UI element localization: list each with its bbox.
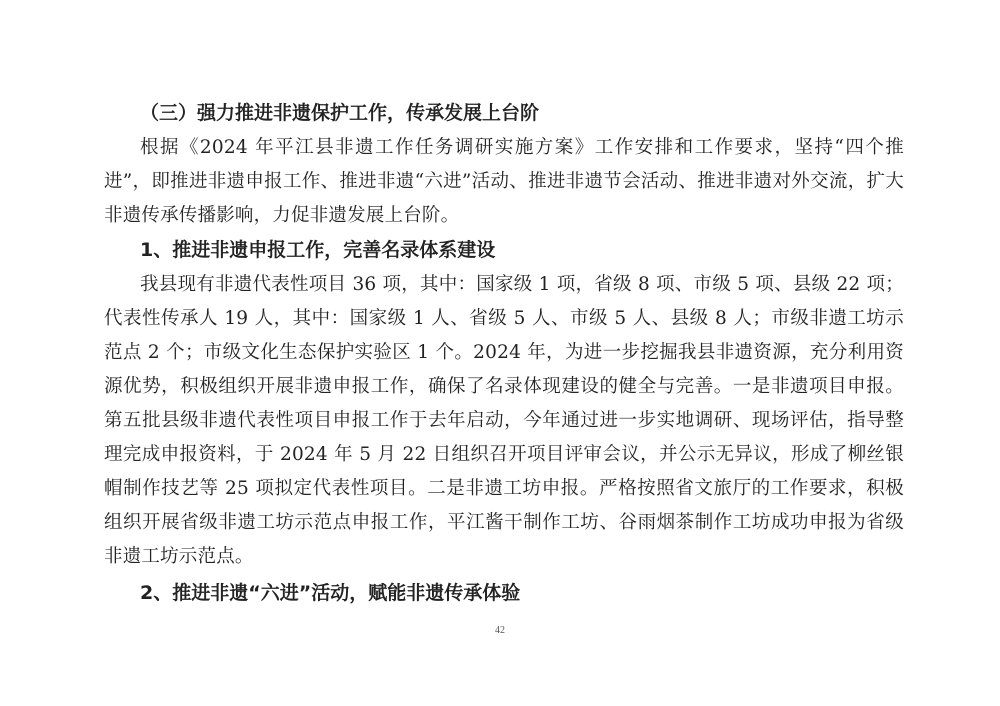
body-paragraph: 我县现有非遗代表性项目 36 项，其中：国家级 1 项，省级 8 项、市级 5 项、县级 22 项；代表性传承人 19 人，其中：国家级 1 人、省级 5 人、市级 5 人、县级 8 人；市级非遗工坊示范点 2 个；市级文化生态保护实验区 1 个。2024 年，为进一步挖掘我县非遗资源，充分利用资源优势，积极组织开展非遗申报工作，确保了名录体现建设的健全与完善。一是非遗项目申报。第五批县级非遗代表性项目申报工作于去年启动，今年通过进一步实地调研、现场评估，指导整理完成申报资料，于 2024 年 5 月 22 日组织召开项目评审会议，并公示无异议，形成了柳丝银帽制作技艺等 25 项拟定代表性项目。二是非遗工坊申报。严格按照省文旅厅的工作要求，积极组织开展省级非遗工坊示范点申报工作，平江酱干制作工坊、谷雨烟茶制作工坊成功申报为省级非遗工坊示范点。 (104, 274, 904, 567)
subsection-heading: 1、推进非遗申报工作，完善名录体系建设 (140, 239, 496, 261)
page-content (104, 96, 904, 611)
page-number: 42 (495, 625, 505, 636)
subsection-heading: 2、推进非遗“六进”活动，赋能非遗传承体验 (140, 582, 521, 604)
body-paragraph: 根据《2024 年平江县非遗工作任务调研实施方案》工作安排和工作要求，坚持“四个推进”，即推进非遗申报工作、推进非遗“六进”活动、推进非遗节会活动、推进非遗对外交流，扩大非遗传承传播影响，力促非遗发展上台阶。 (104, 137, 904, 226)
section-heading: （三）强力推进非遗保护工作，传承发展上台阶 (140, 102, 540, 124)
